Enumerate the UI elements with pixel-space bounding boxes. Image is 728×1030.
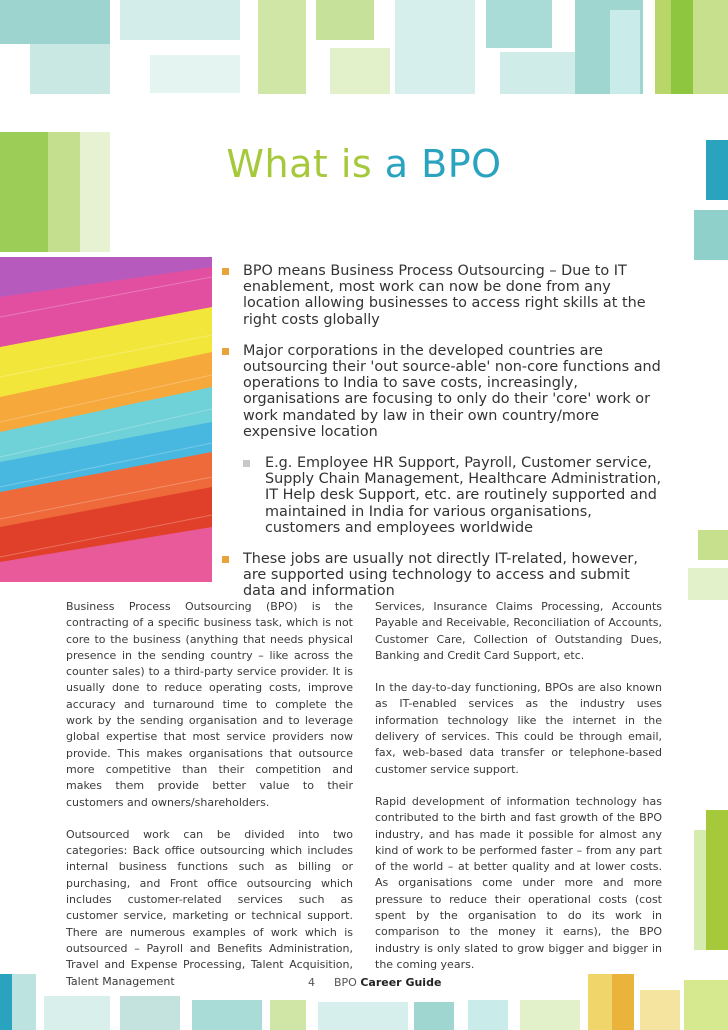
title-part-2: a BPO bbox=[384, 142, 502, 186]
body-paragraph: Rapid development of information technology has contributed to the birth and fast growth of the BPO industry, and has made it possible for almost any kind of work to be performed faster – from any part of the world – at better quality and at lower costs. As organisations come under more and more pressure to reduce their operational costs (cost spent by the organisation to do its work in comparison to the money it earns), the BPO industry is only slated to grow bigger and bigger in the coming years. bbox=[375, 794, 662, 971]
sub-bullet-item bbox=[243, 455, 662, 536]
body-paragraph: Business Process Outsourcing (BPO) is the contracting of a specific business task, which is not core to the business (anything that needs physical presence in the sending country – like across the counter sales) to a third-party service provider. It is usually done to reduce operating costs, improve accuracy and turnaround time to complete the work by the sending organisation and to leverage global expertise that most service providers now provide. This makes organisations that outsource more competitive than their competition and makes them provide better value to their customers and owners/shareholders. bbox=[66, 600, 353, 809]
orange-bullet-icon bbox=[222, 268, 229, 275]
page-number: 4 bbox=[308, 976, 315, 989]
bullet-text: These jobs are usually not directly IT-related, however, are supported using technology to access and submit data and information bbox=[243, 551, 638, 600]
body-column-left bbox=[66, 599, 353, 1006]
guide-title bbox=[334, 976, 441, 989]
bullet-item bbox=[222, 343, 662, 440]
body-column-right bbox=[375, 599, 662, 989]
grey-bullet-icon bbox=[243, 460, 250, 467]
page-title bbox=[0, 142, 728, 186]
body-paragraph: In the day-to-day functioning, BPOs are also known as IT-enabled services as the industry uses information technology like the internet in the delivery of services. This could be through email, fax, web-based data transfer or telephone-based customer service support. bbox=[375, 681, 662, 776]
guide-prefix: BPO bbox=[334, 976, 357, 989]
orange-bullet-icon bbox=[222, 348, 229, 355]
title-part-1: What is bbox=[226, 142, 373, 186]
body-paragraph: Outsourced work can be divided into two categories: Back office outsourcing which includes internal business functions such as billing or purchasing, and Front office outsourcing which includes customer-related services such as customer service, marketing or technical support. There are numerous examples of work which is outsourced – Payroll and Benefits Administration, Travel and Expense Processing, Talent Acquisition, Talent Management bbox=[66, 827, 353, 988]
bpo-bullet-list bbox=[222, 263, 662, 615]
bullet-text: Major corporations in the developed countries are outsourcing their 'out source-able' non-core functions and operations to India to save costs, increasingly, organisations are focusing to only do their 'core' work or work mandated by law in their own country/more expensive location bbox=[243, 342, 661, 440]
guide-name: Career Guide bbox=[360, 976, 442, 989]
orange-bullet-icon bbox=[222, 556, 229, 563]
bullet-item bbox=[222, 551, 662, 600]
bullet-text: BPO means Business Process Outsourcing – Due to IT enablement, most work can now be done from any location allowing businesses to access right skills at the right costs globally bbox=[243, 263, 646, 328]
colorful-paper-cranes-image bbox=[0, 257, 212, 582]
bullet-item bbox=[222, 263, 662, 328]
sub-bullet-text: E.g. Employee HR Support, Payroll, Customer service, Supply Chain Management, Healthcare Administration, IT Help desk Support, etc. are routinely supported and maintained in India for various organisations, customers and employees worldwide bbox=[265, 455, 662, 536]
body-paragraph: Services, Insurance Claims Processing, Accounts Payable and Receivable, Reconciliation of Accounts, Customer Care, Collection of Outstanding Dues, Banking and Credit Card Support, etc. bbox=[375, 600, 662, 662]
